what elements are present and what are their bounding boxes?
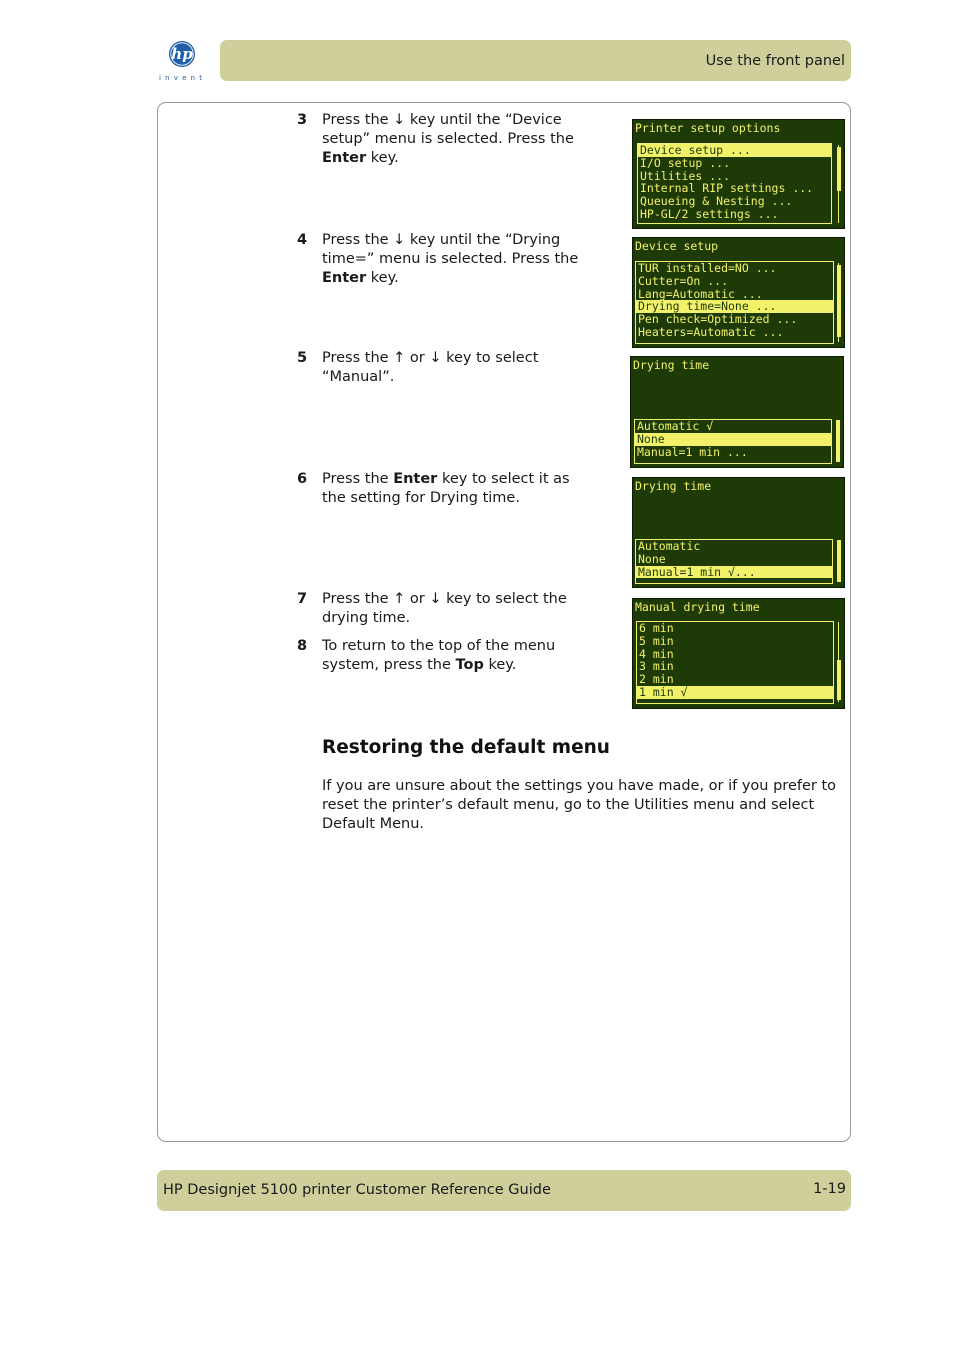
step-text: Press the ↓ key until the “Drying time=” menu is selected. Press the Enter key.: [322, 232, 579, 286]
lcd-menu-box: [634, 419, 832, 464]
lcd-title: Drying time: [635, 479, 712, 493]
lcd-menu-row: Automatic √: [637, 419, 714, 433]
step-number: 8: [297, 638, 308, 654]
section-paragraph: If you are unsure about the settings you have made, or if you prefer to reset the printer’s default menu, go to the Utilities menu and select Default Menu.: [322, 778, 837, 832]
hp-invent-logo: [157, 40, 209, 86]
lcd-menu-row: Pen check=Optimized ...: [638, 312, 798, 327]
lcd-menu-row: 2 min: [639, 672, 674, 687]
step-number: 4: [297, 232, 308, 248]
step-number: 7: [297, 591, 308, 607]
step-text: To return to the top of the menu system, press the Top key.: [322, 638, 556, 673]
lcd-menu-box: [637, 143, 832, 224]
step-number: 6: [297, 471, 308, 487]
lcd-menu-row: Queueing & Nesting ...: [640, 194, 793, 209]
lcd-menu-row: Internal RIP settings ...: [640, 181, 814, 196]
footer-bar: [157, 1170, 851, 1211]
lcd-scrollbar: [837, 145, 841, 223]
lcd-menu-row: Drying time=None ...: [636, 300, 833, 313]
header-bar: [220, 40, 851, 81]
lcd-menu-box: [635, 261, 834, 344]
lcd-menu-row: Manual=1 min √...: [636, 566, 832, 579]
guide-title: HP Designjet 5100 printer Customer Reference Guide: [163, 1182, 551, 1198]
lcd-menu-row: 1 min √: [637, 686, 833, 699]
lcd-menu-row: 5 min: [639, 633, 674, 648]
chapter-title: Use the front panel: [705, 53, 845, 69]
lcd-menu-row: 6 min: [639, 621, 674, 635]
lcd-menu-row: I/O setup ...: [640, 155, 731, 170]
logo-tagline: invent: [159, 74, 207, 82]
section-heading: Restoring the default menu: [322, 737, 610, 758]
lcd-drying-time-select: [630, 356, 844, 468]
lcd-menu-row: Cutter=On ...: [638, 273, 729, 288]
lcd-menu-row: None: [638, 551, 666, 566]
lcd-title: Drying time: [633, 358, 710, 372]
lcd-drying-time-set: [632, 477, 845, 588]
lcd-device-setup: [632, 237, 845, 348]
lcd-menu-row: TUR installed=NO ...: [638, 261, 777, 275]
lcd-title: Manual drying time: [635, 600, 760, 614]
lcd-menu-row: 3 min: [639, 659, 674, 674]
step-text: Press the ↑ or ↓ key to select “Manual”.: [322, 350, 539, 385]
lcd-menu-row: Utilities ...: [640, 168, 731, 183]
step-text: Press the ↑ or ↓ key to select the drying time.: [322, 591, 567, 626]
lcd-menu-row: Automatic: [638, 539, 701, 553]
lcd-printer-setup-options: [632, 119, 845, 229]
step-text: Press the ↓ key until the “Device setup” menu is selected. Press the Enter key.: [322, 112, 574, 166]
lcd-menu-row: 4 min: [639, 646, 674, 661]
lcd-menu-row: Manual=1 min ...: [637, 444, 748, 459]
page-number: 1-19: [813, 1181, 846, 1197]
step-text: Press the Enter key to select it as the setting for Drying time.: [322, 471, 570, 506]
lcd-menu-box: [635, 539, 833, 584]
lcd-scrollbar: [837, 263, 841, 342]
lcd-scrollbar: [837, 622, 841, 702]
lcd-manual-drying-time: [632, 598, 845, 709]
lcd-menu-row: HP-GL/2 settings ...: [640, 206, 779, 221]
lcd-scrollbar: [837, 540, 841, 582]
lcd-menu-row: Lang=Automatic ...: [638, 286, 763, 301]
lcd-menu-box: [636, 621, 834, 704]
step-number: 5: [297, 350, 308, 366]
step-number: 3: [297, 112, 308, 128]
lcd-menu-row: None: [635, 433, 831, 446]
lcd-menu-row: Heaters=Automatic ...: [638, 324, 784, 339]
lcd-menu-row: Device setup ...: [638, 144, 831, 157]
svg-text:hp: hp: [171, 45, 193, 63]
lcd-title: Device setup: [635, 239, 719, 253]
lcd-scrollbar: [836, 420, 840, 462]
lcd-title: Printer setup options: [635, 121, 781, 135]
